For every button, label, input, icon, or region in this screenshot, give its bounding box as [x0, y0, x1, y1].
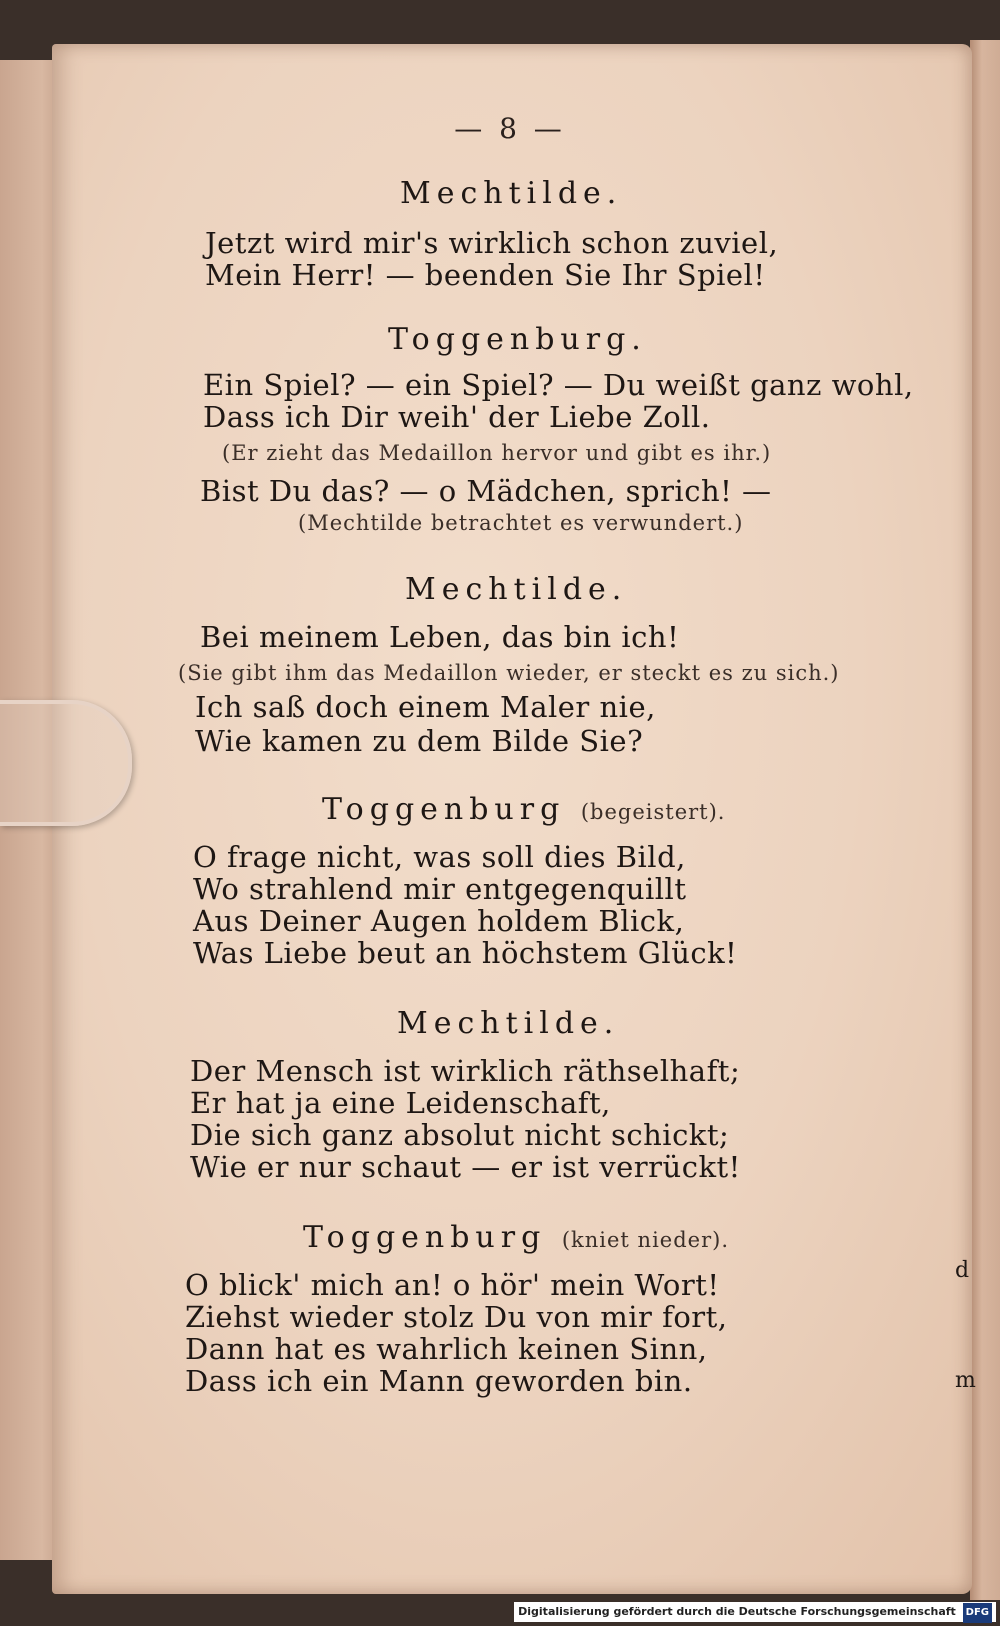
verse-line: Dann hat es wahrlich keinen Sinn,: [185, 1332, 708, 1366]
speaker-line: Toggenburg.: [388, 322, 647, 357]
verse-line: Bei meinem Leben, das bin ich!: [200, 620, 680, 654]
speaker-line: Mechtilde.: [405, 572, 628, 607]
verse-line: Er hat ja eine Leidenschaft,: [190, 1086, 611, 1120]
verse-line: Ziehst wieder stolz Du von mir fort,: [185, 1300, 728, 1334]
verse-line: Dass ich Dir weih' der Liebe Zoll.: [203, 400, 711, 434]
verse-line: Wo strahlend mir entgegenquillt: [193, 872, 687, 906]
page-number: — 8 —: [454, 112, 566, 145]
speaker-line: Toggenburg (begeistert).: [322, 792, 726, 827]
speaker-line: Toggenburg (kniet nieder).: [303, 1220, 729, 1255]
credit-text: Digitalisierung gefördert durch die Deutsche Forschungsgemeinschaft: [518, 1605, 956, 1618]
verse-line: Was Liebe beut an höchstem Glück!: [193, 936, 738, 970]
verse-line: Jetzt wird mir's wirklich schon zuviel,: [205, 226, 779, 260]
verse-line: Wie er nur schaut — er ist verrückt!: [190, 1150, 741, 1184]
stage-direction: (Er zieht das Medaillon hervor und gibt es ihr.): [222, 441, 772, 465]
speaker-line: Mechtilde.: [400, 176, 623, 211]
speaker-line: Mechtilde.: [397, 1006, 620, 1041]
verse-line: O blick' mich an! o hör' mein Wort!: [185, 1268, 720, 1302]
dfg-logo: DFG: [963, 1603, 992, 1623]
page-clip: [0, 700, 132, 826]
next-leaf-edge: [970, 40, 1000, 1600]
verse-line: Aus Deiner Augen holdem Blick,: [193, 904, 685, 938]
next-page-margin-mark: m: [955, 1368, 976, 1393]
verse-line: Dass ich ein Mann geworden bin.: [185, 1364, 693, 1398]
stage-direction: (Mechtilde betrachtet es verwundert.): [298, 511, 744, 535]
stage-direction: (Sie gibt ihm das Medaillon wieder, er steckt es zu sich.): [178, 661, 840, 685]
digitization-credit: [514, 1602, 996, 1622]
verse-line: Ein Spiel? — ein Spiel? — Du weißt ganz wohl,: [203, 368, 914, 402]
verse-line: Mein Herr! — beenden Sie Ihr Spiel!: [205, 258, 766, 292]
verse-line: O frage nicht, was soll dies Bild,: [193, 840, 686, 874]
verse-line: Die sich ganz absolut nicht schickt;: [190, 1118, 730, 1152]
stage-direction-inline: (kniet nieder).: [561, 1228, 729, 1252]
verse-line: Der Mensch ist wirklich räthselhaft;: [190, 1054, 741, 1088]
verse-line: Bist Du das? — o Mädchen, sprich! —: [200, 474, 772, 508]
verse-line: Ich saß doch einem Maler nie,: [195, 690, 656, 724]
verse-line: Wie kamen zu dem Bilde Sie?: [195, 724, 644, 758]
stage-direction-inline: (begeistert).: [580, 800, 726, 824]
next-page-margin-mark: d: [955, 1258, 970, 1283]
